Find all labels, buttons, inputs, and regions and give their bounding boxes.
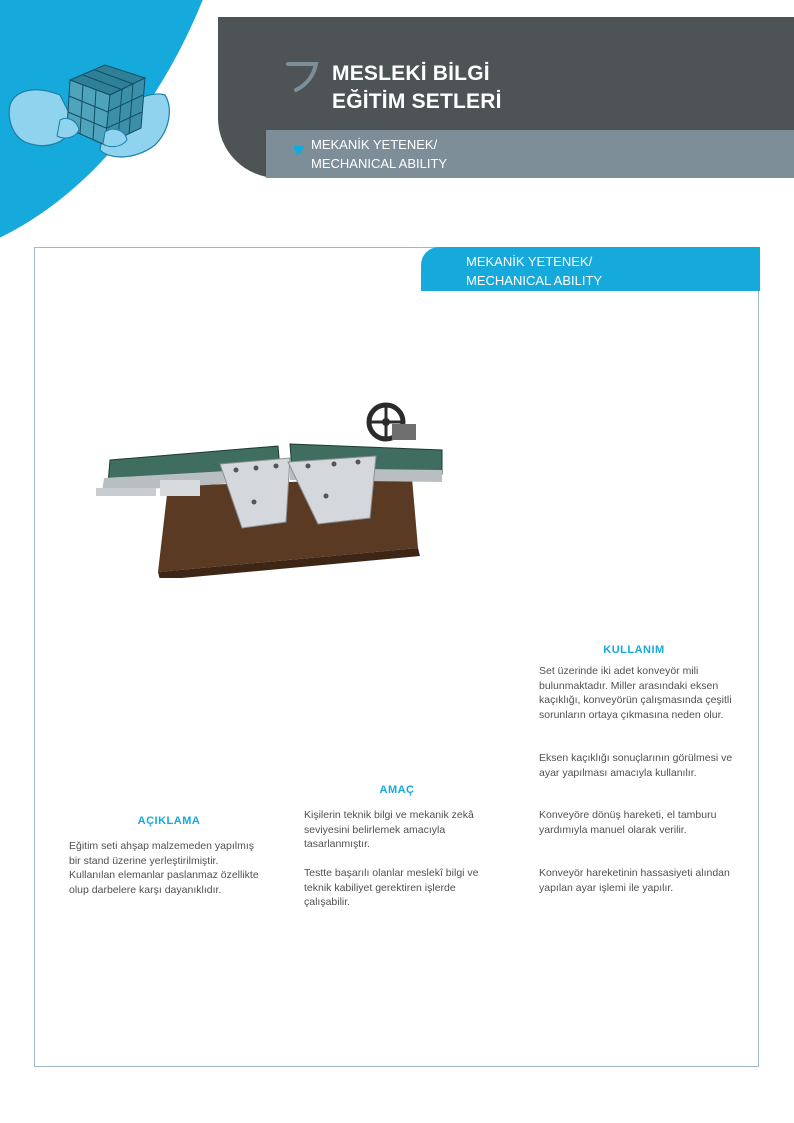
amac-paragraph: Kişilerin teknik bilgi ve mekanik zekâ seviyesini belirlemek amacıyla tasarlanmıştır.: [304, 809, 474, 851]
amac-heading: AMAÇ: [379, 784, 415, 796]
content-tab-line-2: MECHANICAL ABILITY: [466, 273, 603, 288]
content-tab-line-1: MEKANİK YETENEK/: [466, 254, 593, 269]
content-frame: [34, 247, 759, 1067]
amac-paragraph: Testte başarılı olanlar meslekî bilgi ve teknik kabiliyet gerektiren işlerde çalışabilir.: [304, 867, 479, 909]
aciklama-text: Eğitim seti ahşap malzemeden yapılmış bir stand üzerine yerleştirilmiştir. Kullanılan elemanlar paslanmaz özellikte olup darbelere karşı dayanıklıdır.: [69, 840, 259, 896]
hands-cube-illustration: [5, 50, 175, 180]
section-subtitle-line-1: MEKANİK YETENEK/: [311, 137, 438, 152]
kullanim-paragraph: Konveyör hareketinin hassasiyeti alından yapılan ayar işlemi ile yapılır.: [539, 867, 730, 894]
kullanim-paragraph: Konveyöre dönüş hareketi, el tamburu yardımıyla manuel olarak verilir.: [539, 809, 717, 836]
section-subtitle-line-2: MECHANICAL ABILITY: [311, 156, 448, 171]
page-title-line-2: EĞİTİM SETLERİ: [332, 90, 502, 113]
kullanim-paragraph: Set üzerinde iki adet konveyör mili bulunmaktadır. Miller arasındaki eksen kaçıklığı, konveyörün çalışmasında çeşitli sorunların ortaya çıkmasına neden olur.: [539, 665, 732, 721]
conveyor-training-set-image: [90, 398, 450, 578]
page-title-line-1: MESLEKİ BİLGİ: [332, 62, 490, 85]
brand-mark-icon: [286, 60, 320, 92]
kullanim-heading: KULLANIM: [603, 644, 665, 656]
bullet-mark-icon: [293, 145, 305, 157]
aciklama-heading: AÇIKLAMA: [137, 815, 201, 827]
kullanim-paragraph: Eksen kaçıklığı sonuçlarının görülmesi ve ayar yapılması amacıyla kullanılır.: [539, 752, 733, 779]
